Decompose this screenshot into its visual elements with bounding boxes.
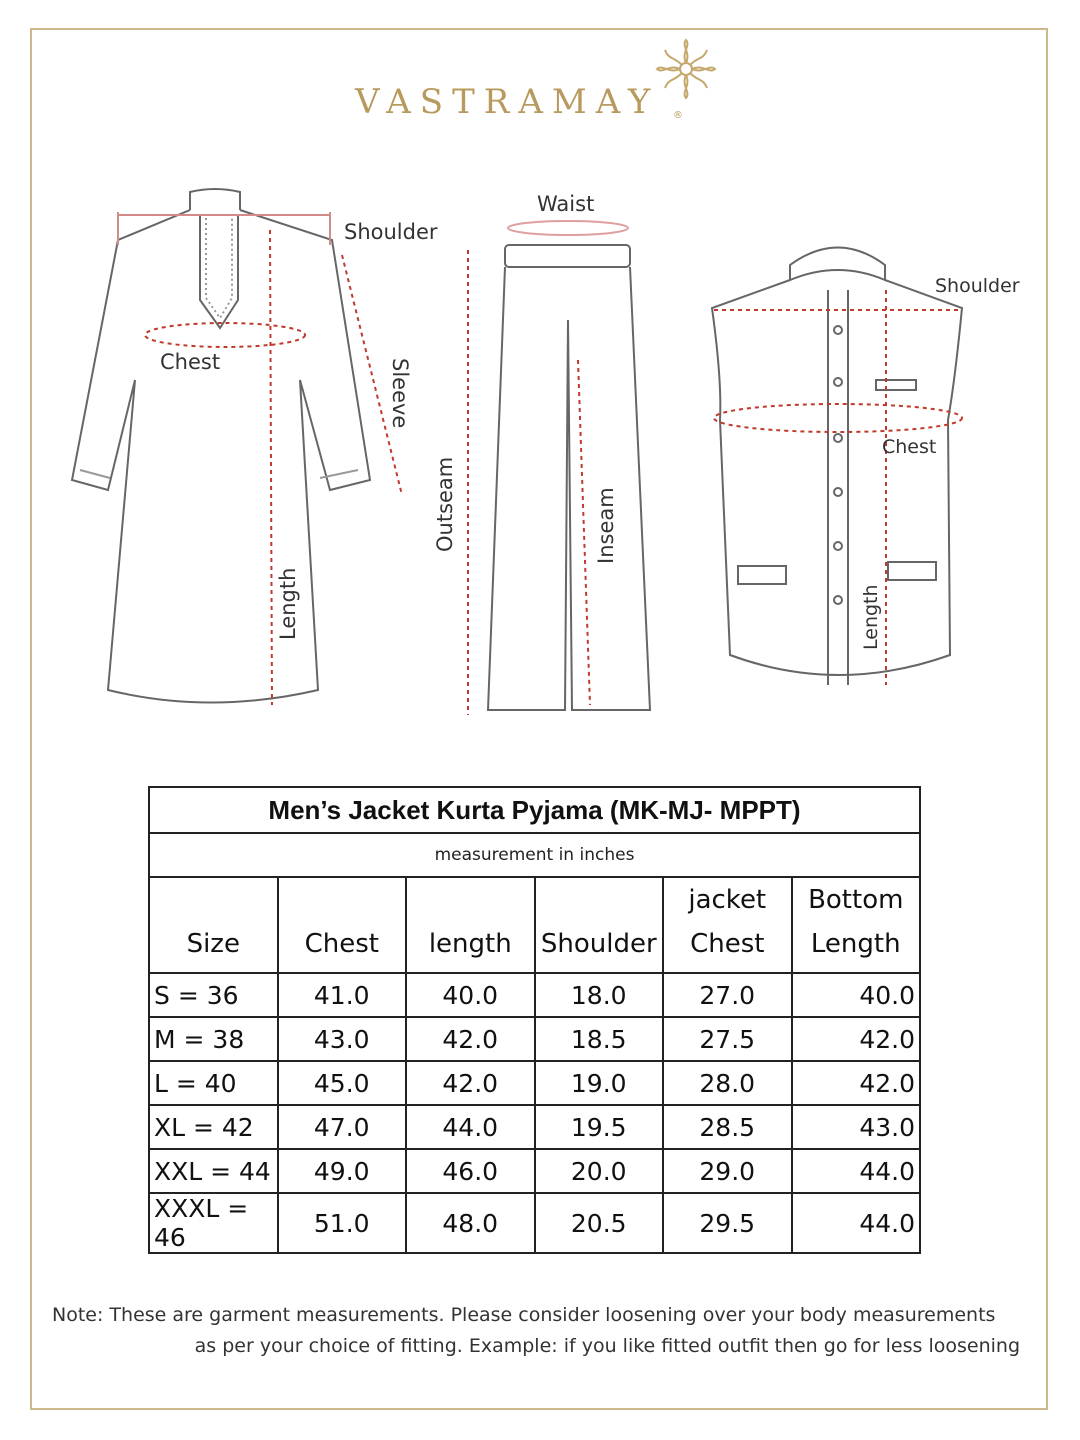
jacket-length-label: Length <box>860 584 882 650</box>
cell-size: XXL = 44 <box>149 1149 278 1193</box>
header-jacket-chest: jacket Chest <box>663 877 792 973</box>
cell-length: 48.0 <box>406 1193 535 1253</box>
table-title: Men’s Jacket Kurta Pyjama (MK-MJ- MPPT) <box>149 787 920 833</box>
table-row <box>149 1017 920 1061</box>
cell-shoulder: 19.0 <box>535 1061 664 1105</box>
cell-size: L = 40 <box>149 1061 278 1105</box>
header-chest: Chest <box>278 877 407 973</box>
cell-bottom-length: 40.0 <box>792 973 921 1017</box>
brand-ornament-icon <box>655 38 717 100</box>
header-bottom-length: Bottom Length <box>792 877 921 973</box>
cell-size: M = 38 <box>149 1017 278 1061</box>
kurta-chest-label: Chest <box>160 350 221 374</box>
header-shoulder: Shoulder <box>535 877 664 973</box>
cell-length: 42.0 <box>406 1061 535 1105</box>
brand-logo: VASTRAMAY <box>355 82 660 122</box>
cell-bottom-length: 44.0 <box>792 1149 921 1193</box>
table-row <box>149 1193 920 1253</box>
cell-bottom-length: 42.0 <box>792 1061 921 1105</box>
cell-shoulder: 18.5 <box>535 1017 664 1061</box>
size-chart-table <box>148 786 921 1254</box>
jacket-shoulder-label: Shoulder <box>935 275 1020 297</box>
cell-shoulder: 20.0 <box>535 1149 664 1193</box>
cell-chest: 47.0 <box>278 1105 407 1149</box>
table-header-row <box>149 877 920 973</box>
cell-length: 42.0 <box>406 1017 535 1061</box>
table-row <box>149 1105 920 1149</box>
cell-jacket-chest: 27.0 <box>663 973 792 1017</box>
table-row <box>149 973 920 1017</box>
cell-jacket-chest: 28.5 <box>663 1105 792 1149</box>
header-length: length <box>406 877 535 973</box>
header-size: Size <box>149 877 278 973</box>
cell-length: 44.0 <box>406 1105 535 1149</box>
pyjama-waist-label: Waist <box>537 192 595 216</box>
cell-size: S = 36 <box>149 973 278 1017</box>
cell-bottom-length: 43.0 <box>792 1105 921 1149</box>
table-row <box>149 1061 920 1105</box>
cell-shoulder: 18.0 <box>535 973 664 1017</box>
pyjama-inseam-label: Inseam <box>594 487 618 564</box>
cell-size: XL = 42 <box>149 1105 278 1149</box>
table-subtitle: measurement in inches <box>149 833 920 877</box>
note-line-2: as per your choice of fitting. Example: if you like fitted outfit then go for less loosening <box>194 1335 1020 1357</box>
cell-length: 40.0 <box>406 973 535 1017</box>
kurta-illustration <box>72 189 370 703</box>
cell-bottom-length: 44.0 <box>792 1193 921 1253</box>
cell-chest: 45.0 <box>278 1061 407 1105</box>
registered-mark: ® <box>673 110 683 121</box>
jacket-chest-label: Chest <box>882 436 937 458</box>
cell-shoulder: 19.5 <box>535 1105 664 1149</box>
note-line-1: Note: These are garment measurements. Please consider loosening over your body measurements <box>52 1304 996 1326</box>
pyjama-illustration <box>488 245 650 710</box>
cell-bottom-length: 42.0 <box>792 1017 921 1061</box>
cell-jacket-chest: 27.5 <box>663 1017 792 1061</box>
kurta-length-label: Length <box>276 567 300 640</box>
cell-jacket-chest: 29.0 <box>663 1149 792 1193</box>
cell-chest: 41.0 <box>278 973 407 1017</box>
cell-length: 46.0 <box>406 1149 535 1193</box>
cell-size: XXXL = 46 <box>149 1193 278 1253</box>
cell-jacket-chest: 28.0 <box>663 1061 792 1105</box>
cell-chest: 51.0 <box>278 1193 407 1253</box>
pyjama-measure-lines <box>468 221 628 715</box>
fitting-note <box>52 1300 1020 1362</box>
cell-chest: 49.0 <box>278 1149 407 1193</box>
jacket-illustration <box>712 248 962 686</box>
kurta-sleeve-label: Sleeve <box>388 358 412 429</box>
cell-jacket-chest: 29.5 <box>663 1193 792 1253</box>
cell-shoulder: 20.5 <box>535 1193 664 1253</box>
pyjama-outseam-label: Outseam <box>433 456 457 552</box>
kurta-shoulder-label: Shoulder <box>344 220 438 244</box>
table-row <box>149 1149 920 1193</box>
kurta-measure-lines <box>118 212 402 705</box>
cell-chest: 43.0 <box>278 1017 407 1061</box>
